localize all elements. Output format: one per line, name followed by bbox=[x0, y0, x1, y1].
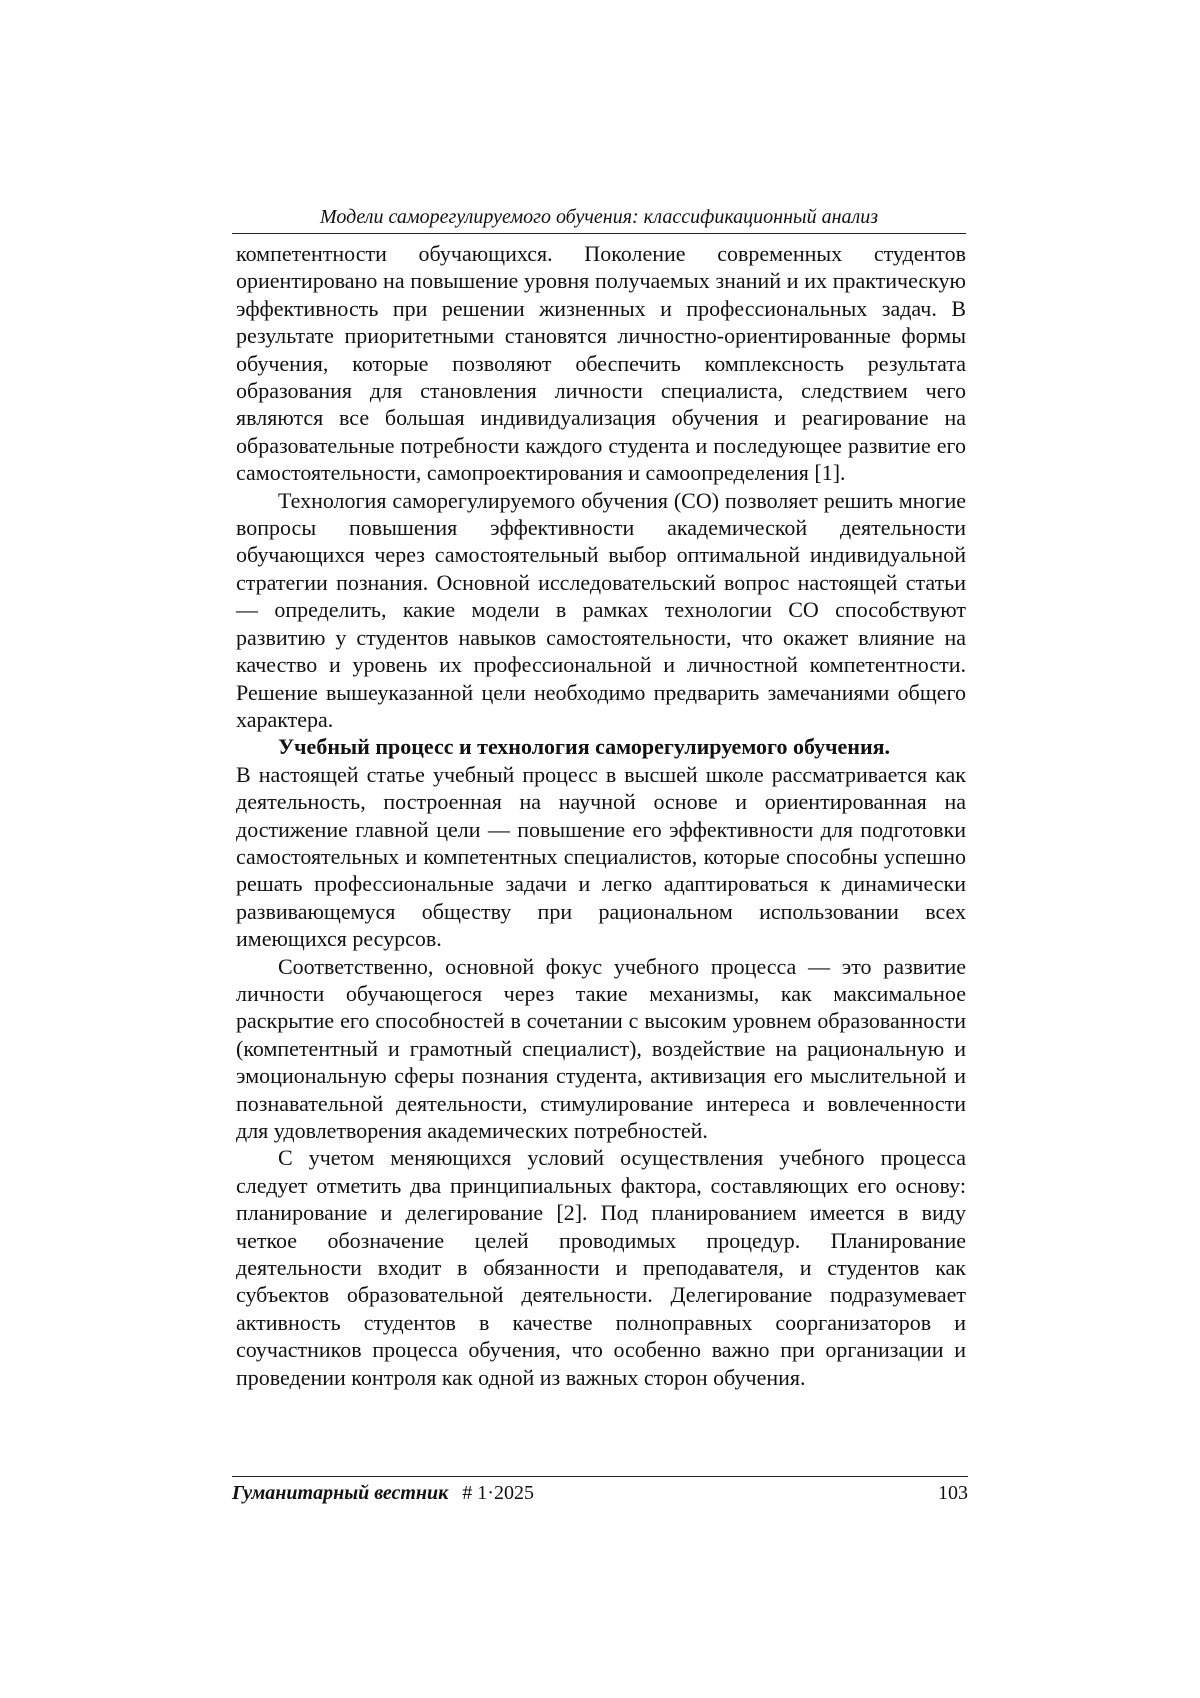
paragraph-2: Технология саморегулируемого обучения (СО) позволяет решить многие вопросы повышения эффективности академической деятельности обучающихся через самостоятельный выбор оптимальной индивидуальной стратегии познания. Основной исследовательский вопрос настоящей статьи — определить, какие модели в рамках технологии СО способствуют развитию у студентов навыков самостоятельности, что окажет влияние на качество и уровень их профессиональной и личностной компетентности. Решение вышеуказанной цели необходимо предварить замечаниями общего характера. bbox=[236, 487, 966, 732]
journal-title: Гуманитарный вестник bbox=[232, 1482, 449, 1504]
paragraph-5: С учетом меняющихся условий осуществления учебного процесса следует отметить два принципиальных фактора, составляющих его основу: планирование и делегирование [2]. Под планированием имеется в виду четкое обозначение целей проводимых процедур. Планирование деятельности входит в обязанности и преподавателя, и студентов как субъектов образовательной деятельности. Делегирование подразумевает активность студентов в качестве полноправных соорганизаторов и соучастников процесса обучения, что особенно важно при организации и проведении контроля как одной из важных сторон обучения. bbox=[236, 1145, 966, 1390]
section-heading: Учебный процесс и технология саморегулируемого обучения. bbox=[278, 734, 891, 760]
article-body bbox=[236, 240, 966, 1391]
running-head: Модели саморегулируемого обучения: классификационный анализ bbox=[232, 205, 966, 234]
paragraph-3: В настоящей статье учебный процесс в высшей школе рассматривается как деятельность, построенная на научной основе и ориентированная на достижение главной цели — повышение его эффективности для подготовки самостоятельных и компетентных специалистов, которые способны успешно решать профессиональные задачи и легко адаптироваться к динамически развивающемуся обществу при рациональном использовании всех имеющихся ресурсов. bbox=[236, 761, 966, 952]
paragraph-4: Соответственно, основной фокус учебного процесса — это развитие личности обучающегося через такие механизмы, как максимальное раскрытие его способностей в сочетании с высоким уровнем образованности (компетентный и грамотный специалист), воздействие на рациональную и эмоциональную сферы познания студента, активизация его мыслительной и познавательной деятельности, стимулирование интереса и вовлеченности для удовлетворения академических потребностей. bbox=[236, 953, 966, 1143]
footer-left bbox=[232, 1481, 534, 1505]
page bbox=[236, 205, 966, 1391]
section-heading-paragraph bbox=[236, 733, 966, 760]
issue-number: # 1·2025 bbox=[462, 1482, 534, 1504]
paragraph-1: компетентности обучающихся. Поколение современных студентов ориентировано на повышение уровня получаемых знаний и их практическую эффективность при решении жизненных и профессиональных задач. В результате приоритетными становятся личностно-ориентированные формы обучения, которые позволяют обеспечить комплексность результата образования для становления личности специалиста, следствием чего являются все большая индивидуализация обучения и реагирование на образовательные потребности каждого студента и последующее развитие его самостоятельности, самопроектирования и самоопределения [1]. bbox=[236, 241, 966, 486]
page-number: 103 bbox=[938, 1482, 968, 1504]
page-footer bbox=[232, 1476, 968, 1505]
